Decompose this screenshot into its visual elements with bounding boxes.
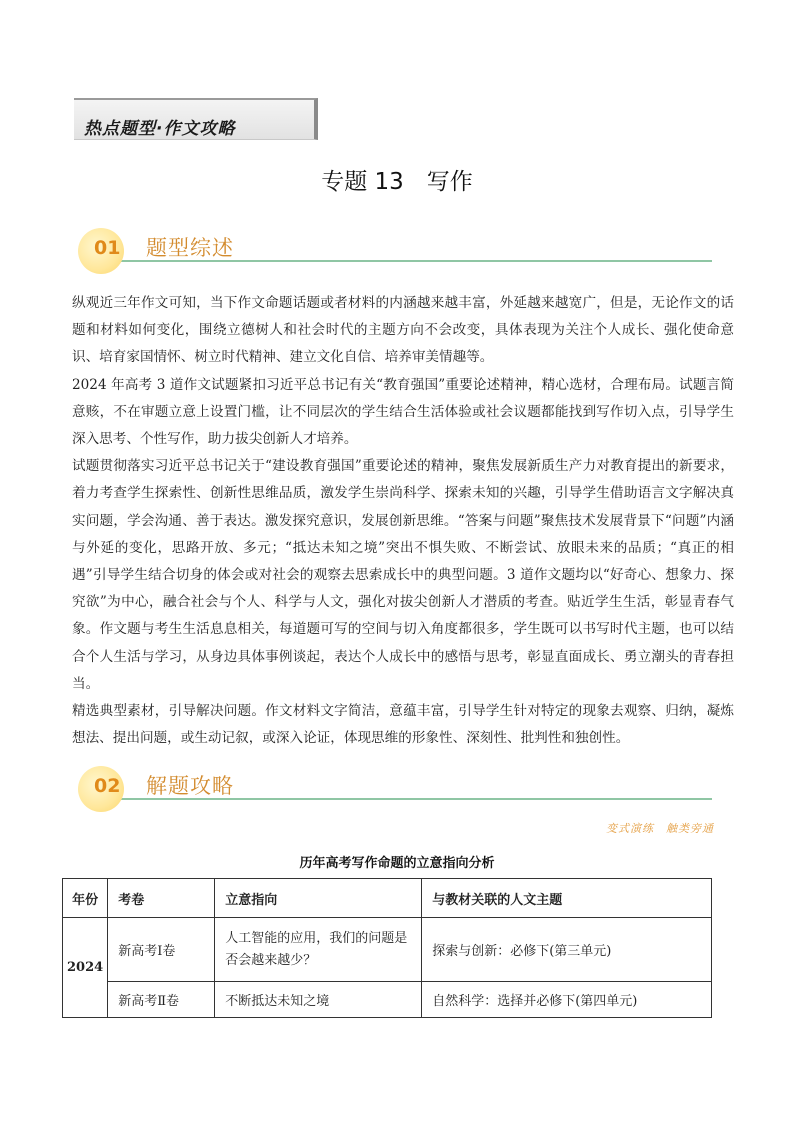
header-year: 年份 [63, 879, 108, 918]
cell-theme: 探索与创新：必修下(第三单元) [422, 918, 712, 982]
cell-intent: 不断抵达未知之境 [215, 982, 422, 1018]
cell-paper: 新高考Ⅱ卷 [108, 982, 215, 1018]
overview-body [72, 290, 734, 752]
cell-paper: 新高考Ⅰ卷 [108, 918, 215, 982]
header-theme: 与教材关联的人文主题 [422, 879, 712, 918]
section-number: 02 [94, 775, 121, 797]
table-header-row [63, 879, 712, 918]
section-overview-heading [78, 228, 712, 272]
table-row [63, 918, 712, 982]
paragraph: 2024 年高考 3 道作文试题紧扣习近平总书记有关“教育强国”重要论述精神，精心选材，合理布局。试题言简意赅，不在审题立意上设置门槛，让不同层次的学生结合生活体验或社会议题都能找到写作切入点，引导学生深入思考、个性写作，助力拔尖创新人才培养。 [72, 376, 734, 448]
paragraph: 纵观近三年作文可知，当下作文命题话题或者材料的内涵越来越丰富，外延越来越宽广，但是，无论作文的话题和材料如何变化，围绕立德树人和社会时代的主题方向不会改变，具体表现为关注个人成长、强化使命意识、培育家国情怀、树立时代精神、建立文化自信、培养审美情趣等。 [72, 295, 734, 366]
header-intent: 立意指向 [215, 879, 422, 918]
cell-theme: 自然科学：选择并必修下(第四单元) [422, 982, 712, 1018]
cell-intent: 人工智能的应用，我们的问题是否会越来越少？ [215, 918, 422, 982]
section-title: 题型综述 [146, 236, 234, 260]
page-title: 专题 13 写作 [321, 169, 473, 195]
section-strategy-heading [78, 766, 712, 810]
paragraph: 精选典型素材，引导解决问题。作文材料文字简洁，意蕴丰富，引导学生针对特定的现象去观察、归纳，凝炼想法、提出问题，或生动记叙，或深入论证，体现思维的形象性、深刻性、批判性和独创性。 [72, 703, 734, 747]
table-row [63, 982, 712, 1018]
banner-label: 热点题型·作文攻略 [84, 119, 236, 139]
section-title: 解题攻略 [146, 774, 234, 798]
topic-banner [74, 98, 318, 140]
table-title: 历年高考写作命题的立意指向分析 [299, 856, 495, 871]
cell-year: 2024 [63, 918, 108, 1018]
analysis-table [62, 878, 712, 1018]
tagline: 变式演练 触类旁通 [606, 822, 714, 835]
paragraph: 试题贯彻落实习近平总书记关于“建设教育强国”重要论述的精神，聚焦发展新质生产力对教育提出的新要求，着力考查学生探索性、创新性思维品质，激发学生崇尚科学、探索未知的兴趣，引导学生借助语言文字解决真实问题，学会沟通、善于表达。激发探究意识，发展创新思维。“答案与问题”聚焦技术发展背景下“问题”内涵与外延的变化，思路开放、多元；“抵达未知之境”突出不惧失败、不断尝试、放眼未来的品质；“真正的相遇”引导学生结合切身的体会或对社会的观察去思索成长中的典型问题。3 道作文题均以“好奇心、想象力、探究欲”为中心，融合社会与个人、科学与人文，强化对拔尖创新人才潜质的考查。贴近学生生活，彰显青春气象。作文题与考生生活息息相关，每道题可写的空间与切入角度都很多，学生既可以书写时代主题，也可以结合个人生活与学习，从身边具体事例谈起，表达个人成长中的感悟与思考，彰显直面成长、勇立潮头的青春担当。 [72, 458, 734, 692]
section-number: 01 [94, 237, 121, 259]
header-paper: 考卷 [108, 879, 215, 918]
